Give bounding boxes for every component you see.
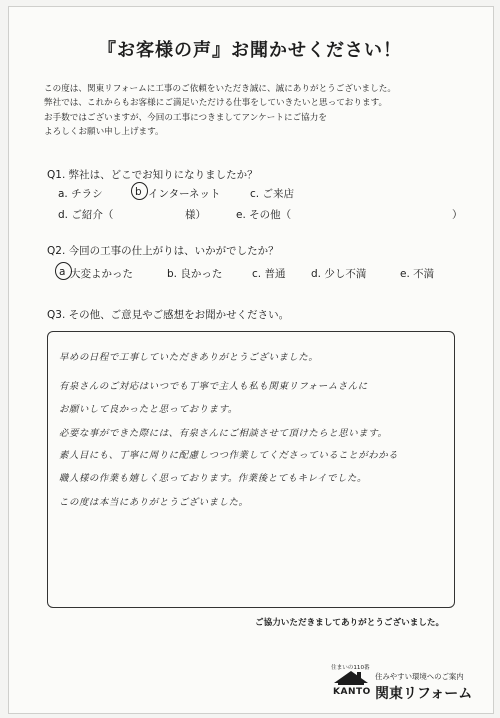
- q2-option-c: c. 普通: [252, 268, 286, 280]
- q1-option-b-letter: b: [135, 186, 142, 198]
- comment-line: 必要な事ができた際には、有泉さんにご相談させて頂けたらと思います。: [59, 428, 388, 439]
- comment-line: 職人様の作業も嬉しく思っております。作業後とてもキレイでした。: [59, 473, 367, 484]
- intro-line: この度は、関東リフォームに工事のご依頼をいただき誠に、誠にありがとうございました。: [44, 84, 396, 94]
- q1-option-b: インターネット: [148, 188, 221, 200]
- q2-option-a-letter: a: [59, 266, 66, 278]
- q1-option-c: c. ご来店: [250, 188, 294, 200]
- comment-line: 有泉さんのご対応はいつでも丁寧で主人も私も関東リフォームさんに: [59, 381, 368, 392]
- logo-wordmark: KANTO: [333, 687, 371, 697]
- q1-option-a: a. チラシ: [58, 188, 103, 200]
- comment-line: 素人目にも、丁寧に周りに配慮しつつ作業してくださっていることがわかる: [59, 450, 399, 461]
- intro-paragraph: [44, 82, 474, 140]
- comment-line: 早めの日程で工事していただきありがとうございました。: [59, 352, 319, 363]
- q1-option-e: e. その他（: [236, 209, 292, 221]
- q2-option-b: b. 良かった: [167, 268, 223, 280]
- q2-question: Q2. 今回の工事の仕上がりは、いかがでしたか？: [47, 245, 279, 257]
- intro-line: お手数ではございますが、今回の工事につきましてアンケートにご協力を: [44, 112, 327, 123]
- q1-option-e-close: ）: [452, 209, 463, 221]
- q2-option-a: 大変よかった: [70, 268, 133, 280]
- thanks-message: ご協力いただきましてありがとうございました。: [255, 618, 445, 628]
- q2-option-d: d. 少し不満: [311, 268, 367, 280]
- intro-line: 弊社では、これからもお客様にご満足いただける仕事をしていきたいと思っております。: [44, 98, 388, 109]
- intro-line: よろしくお願い申し上げます。: [44, 127, 164, 138]
- logo-tagline: 住まいの110番: [331, 665, 370, 671]
- q2-option-e: e. 不満: [400, 268, 435, 280]
- q1-option-d-suffix: 様）: [185, 209, 206, 221]
- company-name: 関東リフォーム: [375, 686, 473, 702]
- comment-line: この度は本当にありがとうございました。: [59, 497, 249, 508]
- q1-option-d: d. ご紹介（: [58, 209, 114, 221]
- comment-line: お願いして良かったと思っております。: [59, 404, 238, 415]
- q1-question: Q1. 弊社は、どこでお知りになりましたか？: [47, 169, 258, 181]
- page-title: 『お客様の声』お聞かせください！: [98, 40, 402, 61]
- company-tagline: 住みやすい環境へのご案内: [375, 672, 464, 681]
- q3-question: Q3. その他、ご意見やご感想をお聞かせください。: [47, 309, 290, 321]
